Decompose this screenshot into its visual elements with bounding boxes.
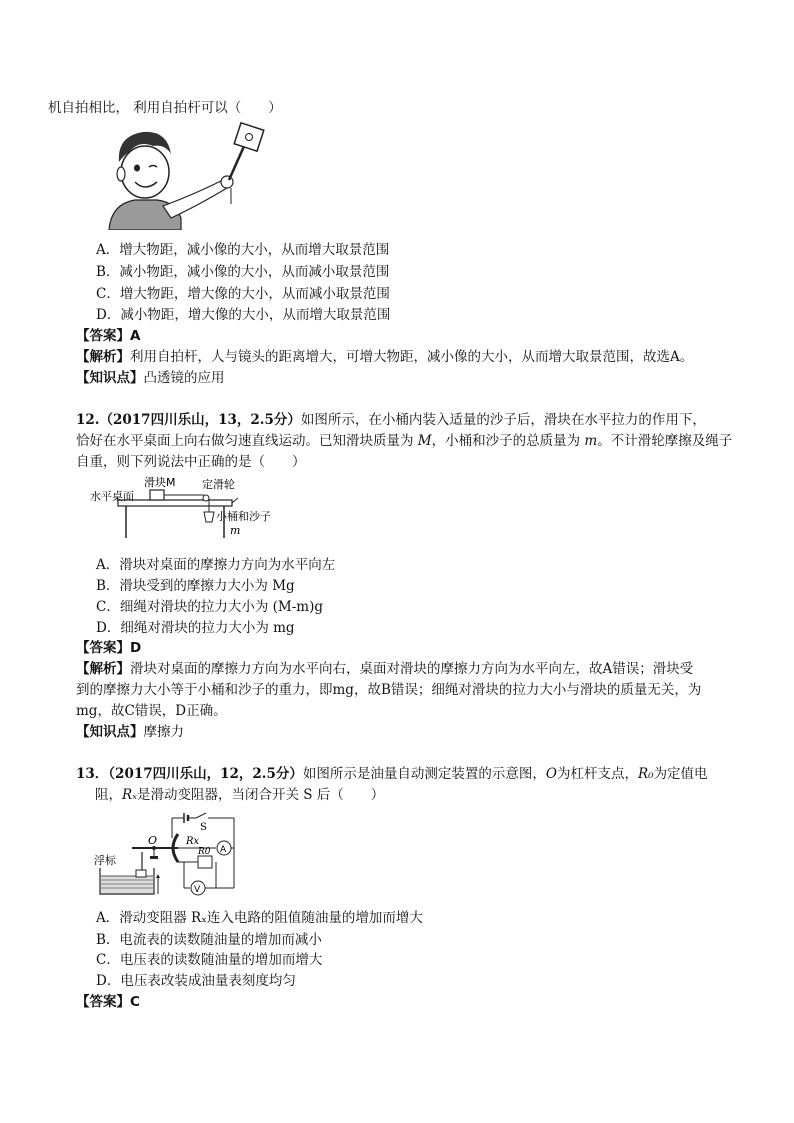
label-bucket: 小桶和沙子 — [216, 510, 271, 523]
label-block: 滑块M — [144, 476, 176, 489]
q12-stem-line1 — [76, 410, 706, 430]
analysis-tag: 【解析】 — [76, 349, 130, 365]
q12-answer — [76, 638, 141, 658]
q13-answer — [76, 992, 140, 1012]
label-R0: R0 — [198, 847, 211, 857]
q11-stem: 机自拍相比， 利用自拍杆可以（ ） — [48, 100, 282, 116]
q13-stem-line2 — [95, 785, 384, 805]
question-source: （2017四川乐山，12，2.5分） — [108, 766, 303, 782]
variable-M: M — [417, 433, 432, 449]
label-O: O — [148, 834, 158, 847]
label-table: 水平桌面 — [90, 490, 134, 503]
q13-option-b: B．电流表的读数随油量的增加而减小 — [96, 932, 322, 948]
answer-value: A — [130, 328, 141, 344]
q12-option-b: B．滑块受到的摩擦力大小为 Mg — [96, 578, 295, 594]
knowledge-text: 摩擦力 — [143, 724, 184, 740]
answer-tag: 【答案】 — [76, 328, 130, 344]
q12-analysis-line3: mg，故C错误，D正确。 — [76, 703, 227, 719]
selfie-stick-figure — [105, 122, 275, 230]
variable-Rx: Rₓ — [122, 787, 137, 803]
q11-analysis — [76, 347, 693, 367]
analysis-tag: 【解析】 — [76, 661, 130, 677]
stem-text: 为定值电 — [653, 766, 708, 782]
q11-option-c: C．增大物距，增大像的大小，从而减小取景范围 — [96, 286, 390, 302]
q13-option-c: C．电压表的读数随油量的增加而增大 — [96, 952, 323, 968]
variable-O: O — [545, 766, 557, 782]
label-ammeter: A — [220, 845, 227, 855]
q11-option-a: A．增大物距，减小像的大小，从而增大取景范围 — [96, 242, 390, 258]
q12-option-c: C．细绳对滑块的拉力大小为 (M-m)g — [96, 599, 323, 615]
knowledge-tag: 【知识点】 — [76, 370, 144, 386]
label-S: S — [200, 822, 207, 833]
q12-knowledge — [76, 722, 184, 742]
q12-analysis-line1 — [76, 659, 693, 679]
q11-option-b: B．减小物距，减小像的大小，从而减小取景范围 — [96, 264, 390, 280]
q11-answer — [76, 326, 140, 346]
label-bucket-m: m — [230, 524, 241, 537]
q12-analysis-line2: 到的摩擦力大小等于小桶和沙子的重力，即mg，故B错误；细绳对滑块的拉力大小与滑块的质量无关，为 — [76, 682, 702, 698]
q13-option-a: A．滑动变阻器 Rₓ连入电路的阻值随油量的增加而增大 — [96, 910, 423, 926]
stem-text: 恰好在水平桌面上向右做匀速直线运动。已知滑块质量为 — [76, 433, 418, 449]
label-voltmeter: V — [194, 885, 201, 895]
pulley-table-figure — [90, 476, 290, 540]
stem-text: 。不计滑轮摩擦及绳子 — [597, 433, 733, 449]
q12-option-d: D．细绳对滑块的拉力大小为 mg — [96, 620, 295, 636]
answer-value: C — [130, 994, 140, 1010]
question-source: （2017四川乐山，13，2.5分） — [99, 412, 301, 428]
stem-text: 如图所示是油量自动测定装置的示意图， — [302, 766, 546, 782]
label-float: 浮标 — [94, 854, 116, 867]
q12-option-a: A．滑块对桌面的摩擦力方向为水平向左 — [96, 557, 336, 573]
stem-text: 为杠杆支点， — [556, 766, 638, 782]
oil-gauge-circuit-figure — [92, 808, 242, 900]
variable-R0: R₀ — [637, 766, 654, 782]
answer-tag: 【答案】 — [76, 994, 130, 1010]
knowledge-text: 凸透镜的应用 — [143, 370, 225, 386]
answer-tag: 【答案】 — [76, 640, 130, 656]
label-Rx: Rx — [186, 836, 200, 847]
question-number: 13． — [76, 766, 109, 782]
analysis-text: 利用自拍杆，人与镜头的距离增大，可增大物距，减小像的大小，从而增大取景范围，故选A。 — [130, 349, 694, 365]
question-number: 12. — [76, 412, 100, 428]
analysis-text: 滑块对桌面的摩擦力方向为水平向右，桌面对滑块的摩擦力方向为水平向左，故A错误；滑块受 — [130, 661, 694, 677]
stem-text: ，小桶和沙子的总质量为 — [431, 433, 585, 449]
answer-value: D — [130, 640, 142, 656]
stem-text: 阻， — [95, 787, 122, 803]
stem-text: 如图所示，在小桶内装入适量的沙子后，滑块在水平拉力的作用下， — [300, 412, 706, 428]
knowledge-tag: 【知识点】 — [76, 724, 144, 740]
q13-option-d: D．电压表改装成油量表刻度均匀 — [96, 973, 296, 989]
q12-stem-line3: 自重，则下列说法中正确的是（ ） — [76, 454, 306, 470]
label-pulley: 定滑轮 — [202, 478, 235, 491]
q13-stem-line1 — [76, 764, 708, 784]
variable-m: m — [584, 433, 598, 449]
stem-text: 是滑动变阻器，当闭合开关 S 后（ ） — [136, 787, 385, 803]
q11-option-d: D．减小物距，增大像的大小，从而增大取景范围 — [96, 307, 391, 323]
q12-stem-line2 — [76, 431, 732, 451]
q11-knowledge — [76, 368, 225, 388]
